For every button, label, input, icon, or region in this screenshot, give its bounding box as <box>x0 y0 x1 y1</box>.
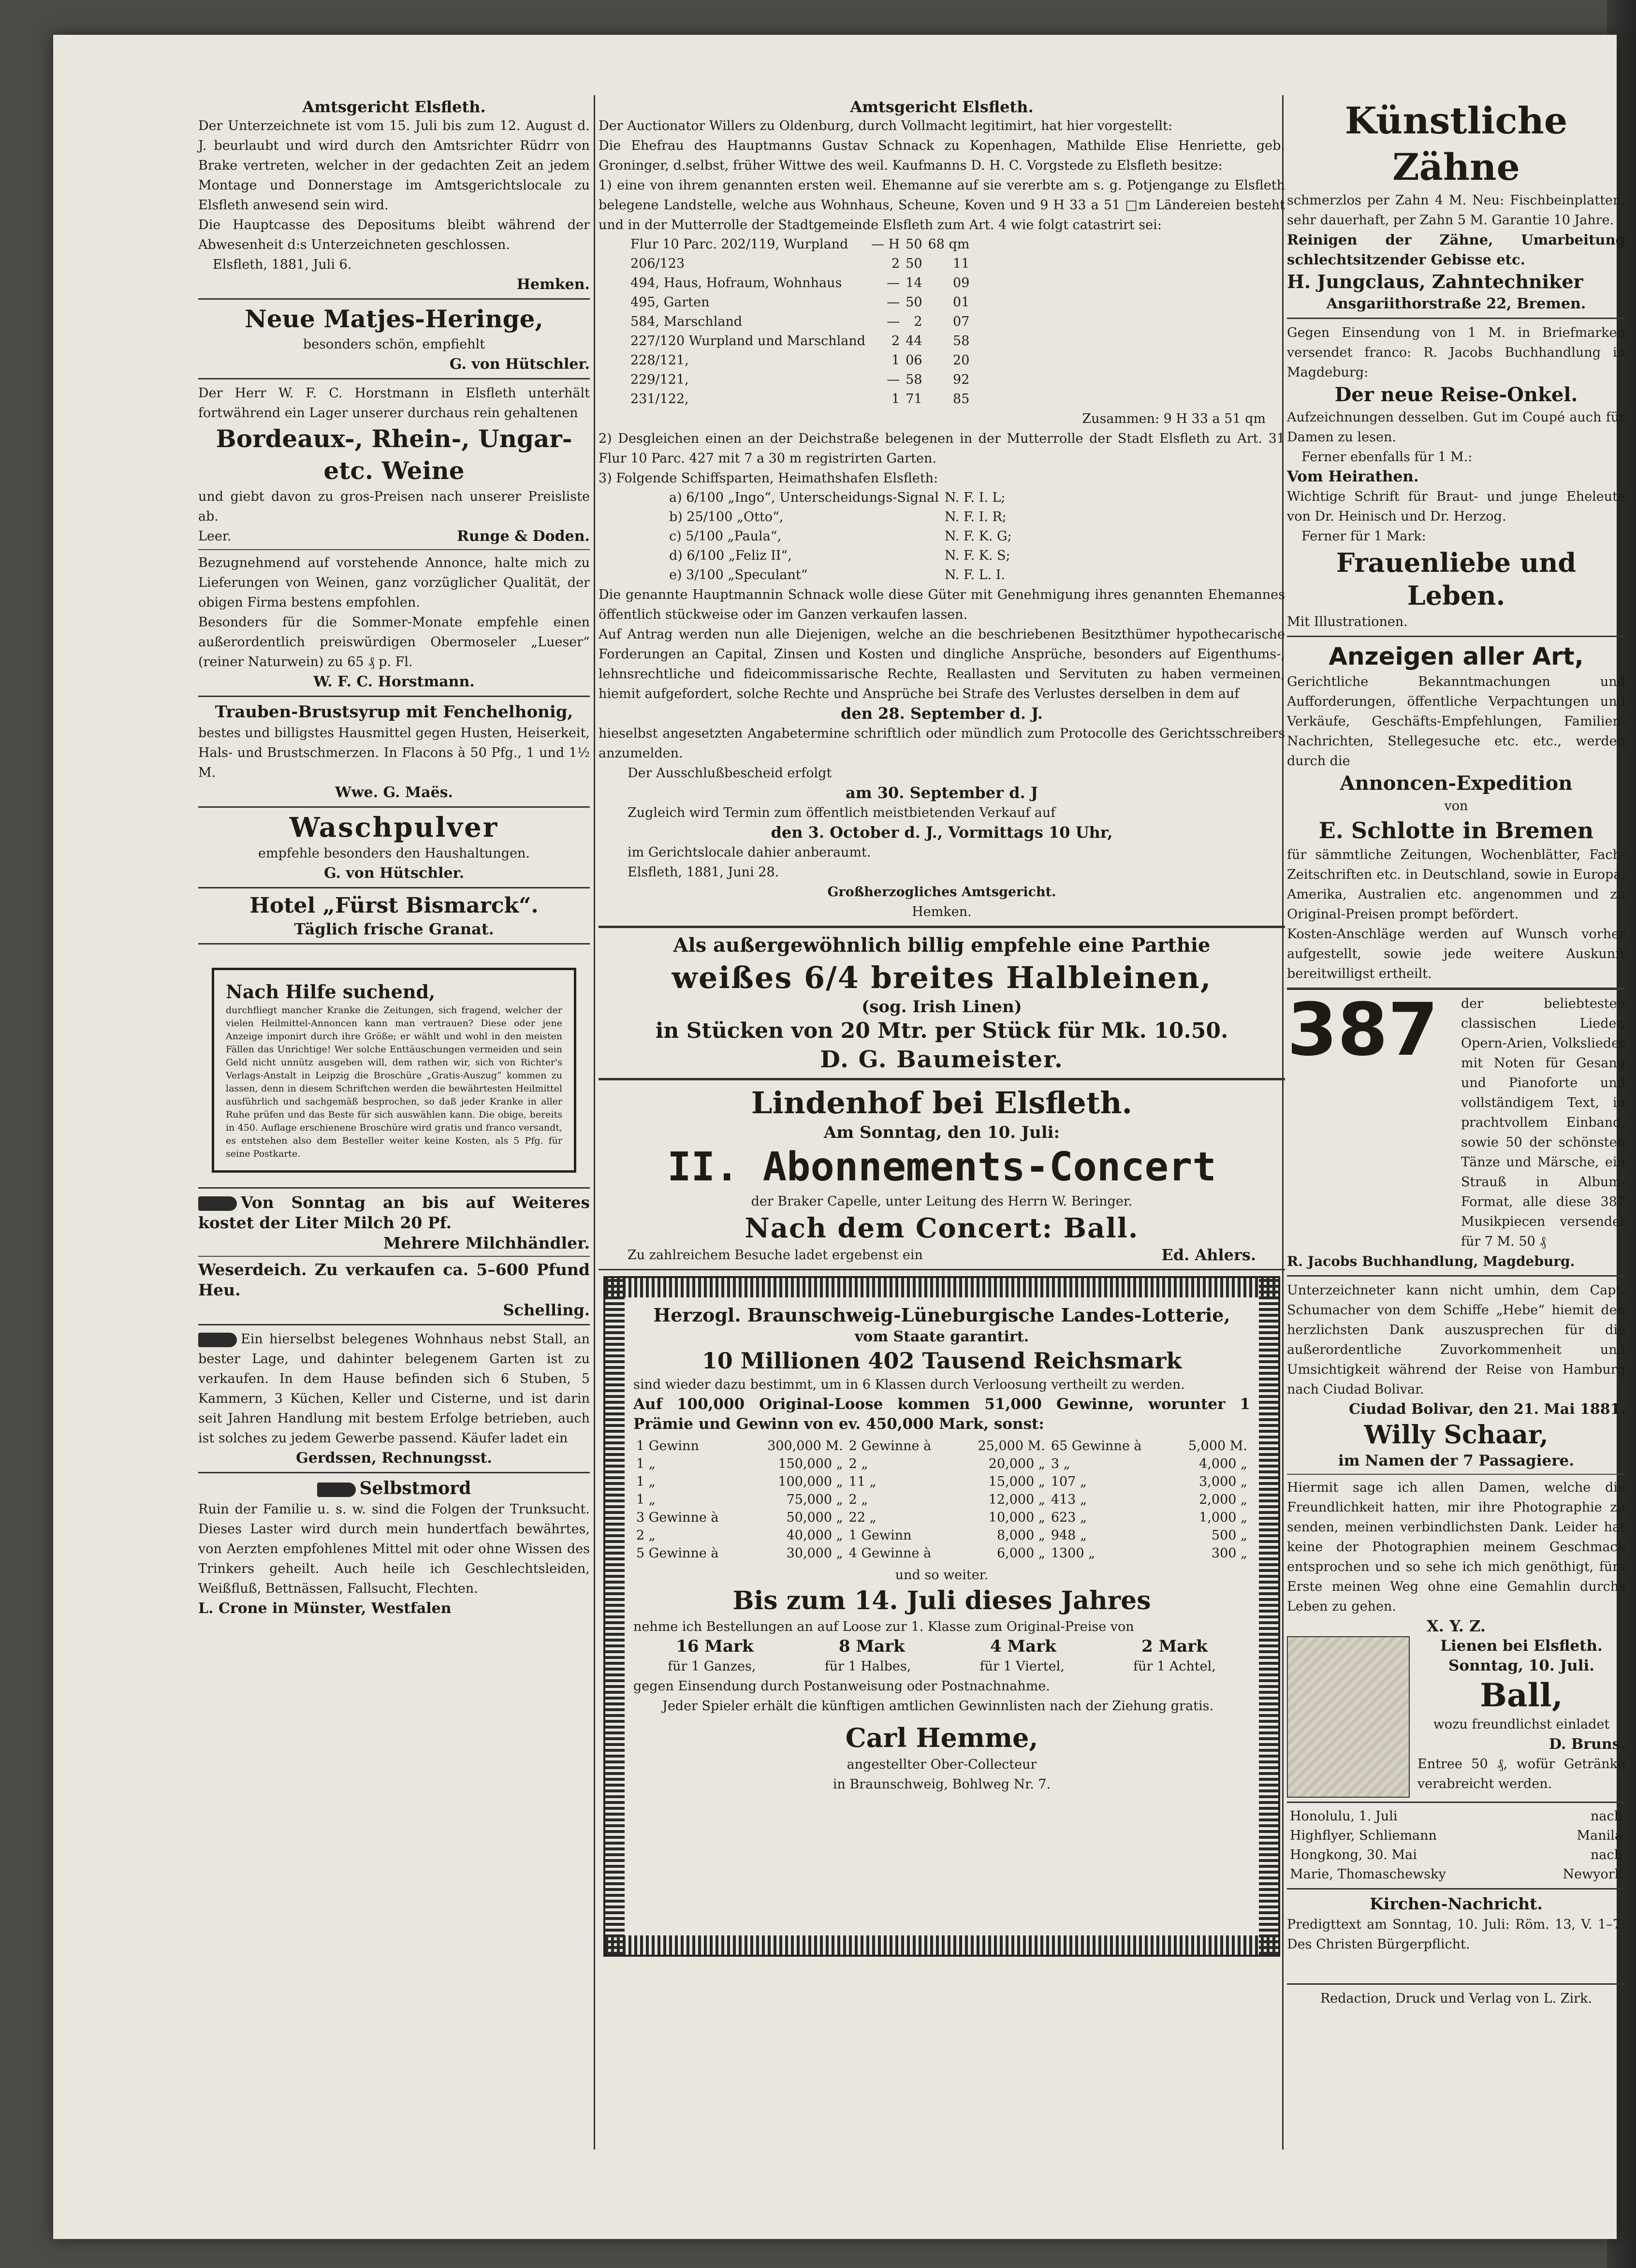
divider <box>198 1324 590 1325</box>
divider <box>1287 1474 1625 1475</box>
parcel-row-cell: 229/121, <box>630 372 689 387</box>
ship-share-row-cell: N. F. K. S; <box>944 548 1010 563</box>
hilfe-text: durchfliegt mancher Kranke die Zeitungen, sich fragend, welcher der vielen Heilmittel-Annoncen kann man vertrauen? Diese oder jene Anzeige imponirt durch ihre Größe; er wählt und wohl in den meisten Fällen das Unrichtige! Wer solche Enttäuschungen vermeiden und sein Geld nicht unnütz ausgeben will, dem rathen wir, sich von Richter's Verlags-Anstalt in Leipzig die Broschüre „Gratis-Auszug“ kommen zu lassen, denn in diesem Schriftchen werden die bewährtesten Heilmittel ausführlich und sachgemäß besprochen, so daß jeder Kranke in aller Ruhe prüfen und das Beste für sich auswählen kann. Die obige, bereits in 450. Auflage erschienene Broschüre wird gratis und franco versandt, es entstehen also dem Besteller weiter keine Kosten, als 5 Pfg. für seine Postkarte. <box>226 1005 562 1159</box>
amt-text2: Die Hauptcasse des Depositums bleibt während der Abwesenheit d:s Unterzeichneten geschlossen. <box>198 218 590 252</box>
amt2-p8: Der Ausschlußbescheid erfolgt <box>628 766 832 781</box>
parcel-row-cell: 92 <box>953 372 970 387</box>
anz-firm: E. Schlotte in Bremen <box>1318 817 1594 843</box>
ornament-border-left <box>605 1278 625 1955</box>
book-text: Gegen Einsendung von 1 M. in Briefmarken versendet franco: R. Jacobs Buchhandlung in Magdeburg: <box>1287 325 1625 380</box>
matjes-sign: G. von Hütschler. <box>449 356 590 373</box>
lot-p2: Auf 100,000 Original-Loose kommen 51,000 Gewinne, worunter 1 Prämie und Gewinn von ev. 450,000 Mark, sonst: <box>633 1396 1250 1433</box>
parcel-row-cell: 584, Marschland <box>630 314 743 329</box>
shipping-row-cell: nach <box>1591 1809 1622 1824</box>
amt2-p2: 1) eine von ihrem genannten ersten weil. Ehemanne auf sie vererbte am s. g. Potjengange zu Elsfleth belegene Landstelle, welche aus Wohnhaus, Scheune, Koven und 9 H 33 a 51 □m Ländereien besteht und in der Mutterrolle der Stadtgemeinde Elsfleth zum Art. 4 wie folgt catastrirt sei: <box>599 178 1285 233</box>
selbst-title <box>198 1477 590 1499</box>
divider <box>198 1256 590 1257</box>
lottery-row <box>633 1455 1250 1473</box>
milch-sign: Mehrere Milchhändler. <box>383 1234 590 1252</box>
parcel-row-cell: 09 <box>953 276 970 291</box>
parcel-row-cell: — <box>887 314 900 329</box>
dancing-couple-illustration-icon <box>1287 1636 1410 1798</box>
lottery-row-cell: 623 „ <box>1051 1510 1087 1525</box>
parcel-row-cell: — <box>887 276 900 291</box>
ship-share-row <box>666 546 1015 566</box>
haus-sign: Gerdssen, Rechnungsst. <box>296 1450 492 1467</box>
book-text3: Ferner ebenfalls für 1 M.: <box>1301 450 1473 465</box>
linen-line2: weißes 6/4 breites Halbleinen, <box>672 960 1212 995</box>
hilfe-ad <box>212 968 576 1173</box>
haus-text <box>198 1329 590 1448</box>
book-text5: Ferner für 1 Mark: <box>1301 529 1426 544</box>
lottery-row-cell: 3,000 „ <box>1199 1474 1247 1489</box>
lottery-ad <box>603 1276 1280 1957</box>
column-right <box>1287 98 1625 2008</box>
pointing-hand-icon <box>198 1333 237 1347</box>
parcel-row-cell: 495, Garten <box>630 295 710 310</box>
parcel-row-cell: 14 <box>906 276 922 291</box>
ship-share-row-cell: N. F. I. L; <box>944 490 1006 505</box>
amt2-sign: Hemken. <box>912 904 972 919</box>
parcel-row-cell: 50 <box>906 295 922 310</box>
music-sign: R. Jacobs Buchhandlung, Magdeburg. <box>1287 1253 1575 1269</box>
newspaper-page <box>53 35 1625 2239</box>
lottery-row-cell: 8,000 „ <box>996 1528 1045 1543</box>
parcel-row-cell: 228/121, <box>630 353 689 368</box>
imprint: Redaction, Druck und Verlag von L. Zirk. <box>1320 1991 1592 2006</box>
selbst-sign: L. Crone in Münster, Westfalen <box>198 1600 452 1617</box>
divider <box>198 1187 590 1189</box>
teeth-title: Künstliche Zähne <box>1344 99 1568 189</box>
anz-von: von <box>1444 799 1468 814</box>
parcel-row-cell: 231/122, <box>630 392 689 407</box>
ball-text-block <box>1417 1636 1625 1798</box>
anz-title: Anzeigen aller Art, <box>1329 642 1584 670</box>
heu-sign: Schelling. <box>503 1301 590 1319</box>
lottery-row-cell: 1 „ <box>636 1456 656 1471</box>
amt-title: Amtsgericht Elsfleth. <box>302 98 486 116</box>
column-left <box>198 98 590 1618</box>
shipping-row-cell: nach <box>1591 1847 1622 1862</box>
lot-sign3: in Braunschweig, Bohlweg Nr. 7. <box>833 1777 1051 1792</box>
lottery-row-cell: 150,000 „ <box>778 1456 843 1471</box>
book-title2: Vom Heirathen. <box>1287 468 1419 485</box>
ref-text: Bezugnehmend auf vorstehende Annonce, halte mich zu Lieferungen von Weinen, ganz vorzüglicher Qualität, der obigen Firma bestens empfohlen. <box>198 555 590 610</box>
parcel-row <box>628 312 972 332</box>
divider <box>1287 318 1625 319</box>
kirche-text: Predigttext am Sonntag, 10. Juli: Röm. 13, V. 1–7: Des Christen Bürgerpflicht. <box>1287 1917 1625 1952</box>
lot-price-1: 16 Mark <box>676 1637 754 1656</box>
lottery-row-cell: 75,000 „ <box>786 1492 843 1507</box>
amt2-p9: Zugleich wird Termin zum öffentlich meistbietenden Verkauf auf <box>628 805 1056 820</box>
ship-share-row-cell: N. F. K. G; <box>944 529 1012 544</box>
amt2-p4: 3) Folgende Schiffsparten, Heimathshafen Elsfleth: <box>599 471 938 486</box>
ship-share-row-cell: b) 25/100 „Otto“, <box>669 509 784 524</box>
linen-line4: in Stücken von 20 Mtr. per Stück für Mk. 10.50. <box>655 1018 1228 1043</box>
divider <box>599 926 1285 928</box>
lottery-row-cell: 1,000 „ <box>1199 1510 1247 1525</box>
lottery-row-cell: 300 „ <box>1211 1546 1247 1561</box>
wine-title: Bordeaux-, Rhein-, Ungar- etc. Weine <box>216 424 572 485</box>
divider <box>198 298 590 300</box>
amt2-court: Großherzogliches Amtsgericht. <box>827 885 1056 900</box>
lottery-content <box>633 1303 1250 1794</box>
amt-date: Elsfleth, 1881, Juli 6. <box>213 257 352 272</box>
lottery-row <box>633 1491 1250 1509</box>
parcel-row <box>628 235 972 254</box>
book-text2: Aufzeichnungen desselben. Gut im Coupé auch für Damen zu lesen. <box>1287 410 1625 445</box>
lot-sign2: angestellter Ober-Collecteur <box>847 1757 1037 1772</box>
lottery-table <box>633 1437 1250 1562</box>
parcel-row-cell: 2 <box>891 256 900 271</box>
lottery-row-cell: 2 „ <box>848 1456 868 1471</box>
lot-further: und so weiter. <box>895 1568 989 1583</box>
ship-share-row <box>666 527 1015 546</box>
anz-text: Gerichtliche Bekanntmachungen und Aufforderungen, öffentliche Verpachtungen und Verkäufe, Geschäfts-Empfehlungen, Familien-Nachrichten, Stellegesuche etc. etc., werden durch die <box>1287 674 1625 769</box>
lottery-row-cell: 300,000 M. <box>767 1439 843 1454</box>
parcel-row-cell: 58 <box>906 372 922 387</box>
music-text: der beliebtesten classischen Lieder, Opern-Arien, Volkslieder mit Noten für Gesang und Pianoforte und vollständigem Text, in prachtvollem Einband, sowie 50 der schönsten Tänze und Märsche, ein Strauß in Album-Format, alle diese 387 Musikpiecen versendet für 7 M. 50 ₰ <box>1461 996 1625 1249</box>
divider <box>198 378 590 379</box>
selbst-title-value: Selbstmord <box>359 1478 471 1498</box>
concert-invite-row <box>599 1245 1285 1265</box>
divider <box>599 1078 1285 1080</box>
lottery-row-cell: 1 Gewinn <box>636 1439 699 1454</box>
teeth-addr: Ansgariithorstraße 22, Bremen. <box>1326 295 1586 312</box>
xyz-text: Hiermit sage ich allen Damen, welche die Freundlichkeit hatten, mir ihre Photographie zu senden, meinen verbindlichsten Dank. Leider hat keine der Photographien meinem Geschmack entsprochen und so sehe ich mich genöthigt, fürs Erste meinen Weg ohne eine Gemahlin durchs Leben zu gehen. <box>1287 1480 1625 1614</box>
selbst-text: Ruin der Familie u. s. w. sind die Folgen der Trunksucht. Dieses Laster wird durch mein hundertfach bewährtes, von Aerzten empfohlenes Mittel mit oder ohne Wissen des Trinkers geheilt. Auch heile ich Geschlechtsleiden, Weißfluß, Bettnässen, Fallsucht, Flechten. <box>198 1502 590 1596</box>
lottery-row-cell: 4 Gewinne à <box>848 1546 932 1561</box>
anz-text2: für sämmtliche Zeitungen, Wochenblätter, Fach-Zeitschriften etc. in Deutschland, sowie in Europa, Amerika, Australien etc. angenommen und zu Original-Preisen prompt befördert. <box>1287 847 1625 922</box>
column-middle <box>599 98 1285 1957</box>
divider <box>1287 1802 1625 1803</box>
ball-title: Ball, <box>1480 1676 1563 1714</box>
parcel-row-cell: 1 <box>891 392 900 407</box>
parcel-row-cell: 06 <box>906 353 922 368</box>
trauben-sign: Wwe. G. Maës. <box>335 784 453 801</box>
lot-price-3: 4 Mark <box>990 1637 1056 1656</box>
thanks-text: Unterzeichneter kann nicht umhin, dem Capt. Schumacher von dem Schiffe „Hebe“ hiemit den herzlichsten Dank auszusprechen für die außerordentliche Zuvorkommenheit und Umsichtigkeit während der Reise von Hamburg nach Ciudad Bolivar. <box>1287 1283 1625 1397</box>
amt-sign: Hemken. <box>516 276 590 293</box>
ref-text2: Besonders für die Sommer-Monate empfehle einen außerordentlich preiswürdigen Obermoseler „Lueser“ (reiner Naturwein) zu 65 ₰ p. Fl. <box>198 615 590 669</box>
lot-part-3: für 1 Viertel, <box>979 1659 1065 1674</box>
ship-share-row <box>666 508 1015 527</box>
lot-p4: gegen Einsendung durch Postanweisung oder Postnachnahme. <box>633 1679 1050 1694</box>
ornament-border-right <box>1259 1278 1278 1955</box>
divider <box>1287 1888 1625 1890</box>
parcel-row-cell: 2 <box>891 334 900 349</box>
lottery-row-cell: 22 „ <box>848 1510 876 1525</box>
concert-sign: Ed. Ahlers. <box>1161 1246 1256 1264</box>
amt2-date: Elsfleth, 1881, Juni 28. <box>628 865 779 880</box>
divider <box>1287 636 1625 637</box>
shipping-row-cell: Highflyer, Schliemann <box>1290 1828 1437 1843</box>
milch-text-value: Von Sonntag an bis auf Weiteres kostet der Liter Milch 20 Pf. <box>198 1193 590 1232</box>
lottery-row-cell: 65 Gewinne à <box>1051 1439 1142 1454</box>
ship-share-row-cell: a) 6/100 „Ingo“, Unterscheidungs-Signal <box>669 490 939 505</box>
lottery-row-cell: 4,000 „ <box>1199 1456 1247 1471</box>
milch-text <box>198 1192 590 1233</box>
lot-price-4: 2 Mark <box>1141 1637 1208 1656</box>
divider <box>198 549 590 550</box>
pointing-hand-icon <box>317 1483 356 1497</box>
lottery-row-cell: 2 Gewinne à <box>848 1439 932 1454</box>
parcel-row-cell: 07 <box>953 314 970 329</box>
thanks-place: Ciudad Bolivar, den 21. Mai 1881. <box>1349 1401 1625 1418</box>
amt2-date1: den 28. September d. J. <box>841 704 1043 723</box>
kirche-title: Kirchen-Nachricht. <box>1370 1894 1543 1913</box>
parcel-row <box>628 254 972 274</box>
amt2-intro: Der Auctionator Willers zu Oldenburg, durch Vollmacht legitimirt, hat hier vorgestellt: <box>599 118 1173 133</box>
ornament-border-bottom <box>605 1935 1278 1955</box>
parcel-row <box>628 332 972 351</box>
lot-p3: nehme ich Bestellungen an auf Loose zur 1. Klasse zum Original-Preise von <box>633 1619 1134 1634</box>
lottery-row-cell: 107 „ <box>1051 1474 1087 1489</box>
lot-until: Bis zum 14. Juli dieses Jahres <box>732 1586 1151 1615</box>
parcel-table <box>628 235 972 409</box>
thanks-sign: Willy Schaar, <box>1364 1420 1548 1450</box>
shipping-row <box>1287 1865 1625 1884</box>
concert-title: Lindenhof bei Elsfleth. <box>751 1085 1133 1120</box>
concert-date: Am Sonntag, den 10. Juli: <box>823 1123 1060 1142</box>
anz-text3: Kosten-Anschläge werden auf Wunsch vorher aufgestellt, sowie jede weitere Auskunft bereitwilligst ertheilt. <box>1287 927 1625 981</box>
lottery-row-cell: 1 „ <box>636 1474 656 1489</box>
shipping-row-cell: Honolulu, 1. Juli <box>1290 1809 1398 1824</box>
ball-date: Sonntag, 10. Juli. <box>1448 1657 1595 1674</box>
amt2-title: Amtsgericht Elsfleth. <box>850 98 1034 116</box>
parcel-row <box>628 293 972 312</box>
hilfe-title: Nach Hilfe suchend, <box>226 981 436 1003</box>
divider <box>198 696 590 697</box>
lot-total: 10 Millionen 402 Tausend Reichsmark <box>701 1348 1182 1374</box>
divider <box>198 1472 590 1473</box>
lot-price-2: 8 Mark <box>838 1637 905 1656</box>
pointing-hand-icon <box>198 1196 237 1211</box>
teeth-text: schmerzlos per Zahn 4 M. Neu: Fischbeinplatten, sehr dauerhaft, per Zahn 5 M. Garantie 10 Jahre. <box>1287 193 1625 228</box>
teeth-text2: Reinigen der Zähne, Umarbeitung schlechtsitzender Gebisse etc. <box>1287 232 1625 268</box>
shipping-row <box>1287 1807 1625 1826</box>
ball-sign: D. Bruns. <box>1549 1736 1625 1753</box>
parcel-row-cell: 71 <box>906 392 922 407</box>
parcel-row <box>628 274 972 293</box>
amt2-p1: Die Ehefrau des Hauptmanns Gustav Schnack zu Kopenhagen, Mathilde Elise Henriette, geb. Groninger, d.selbst, früher Wittwe des weil. Kaufmanns D. H. C. Vorgstede zu Elsfleth besitze: <box>599 138 1285 173</box>
amt2-date3: den 3. October d. J., Vormittags 10 Uhr, <box>771 823 1113 842</box>
lot-p5: Jeder Spieler erhält die künftigen amtlichen Gewinnlisten nach der Ziehung gratis. <box>662 1699 1214 1714</box>
ball-ad <box>1287 1636 1625 1798</box>
lottery-row-cell: 40,000 „ <box>786 1528 843 1543</box>
parcel-row-cell: 68 qm <box>928 237 970 252</box>
wine-text: und giebt davon zu gros-Preisen nach unserer Preisliste ab. <box>198 489 590 524</box>
amt2-p3: 2) Desgleichen einen an der Deichstraße belegenen in der Mutterrolle der Stadt Elsfleth zu Art. 31 Flur 10 Parc. 427 mit 7 a 30 m registrirten Garten. <box>599 431 1285 466</box>
linen-line1: Als außergewöhnlich billig empfehle eine Parthie <box>673 934 1211 957</box>
trauben-title: Trauben-Brustsyrup mit Fenchelhonig, <box>215 702 573 722</box>
shipping-row-cell: Manila <box>1577 1828 1622 1843</box>
ship-share-row <box>666 566 1015 585</box>
lottery-row <box>633 1544 1250 1562</box>
lottery-row-cell: 1300 „ <box>1051 1546 1096 1561</box>
wine-sign: Runge & Doden. <box>457 528 590 545</box>
lot-part-1: für 1 Ganzes, <box>668 1659 756 1674</box>
lottery-row-cell: 3 Gewinne à <box>636 1510 719 1525</box>
ships-table <box>666 488 1015 585</box>
matjes-text: besonders schön, empfiehlt <box>303 337 485 352</box>
lottery-row <box>633 1473 1250 1491</box>
hotel-text: Täglich frische Granat. <box>294 920 494 938</box>
lottery-row-cell: 2 „ <box>848 1492 868 1507</box>
amt2-p10: im Gerichtslocale dahier anberaumt. <box>628 845 871 860</box>
lottery-row-cell: 20,000 „ <box>988 1456 1045 1471</box>
divider <box>198 806 590 808</box>
book-title: Der neue Reise-Onkel. <box>1334 383 1578 406</box>
lot-parts-row <box>633 1657 1250 1676</box>
parcel-row-cell: 85 <box>953 392 970 407</box>
lot-prices-row <box>633 1637 1250 1657</box>
divider <box>599 1269 1285 1270</box>
hotel-title: Hotel „Fürst Bismarck“. <box>249 893 539 918</box>
ship-share-row-cell: N. F. L. I. <box>944 567 1005 582</box>
lottery-row-cell: 25,000 M. <box>978 1439 1045 1454</box>
lot-sub: vom Staate garantirt. <box>854 1328 1029 1345</box>
shipping-row <box>1287 1826 1625 1846</box>
shipping-row <box>1287 1846 1625 1865</box>
parcel-row-cell: 1 <box>891 353 900 368</box>
parcel-row-cell: — H <box>871 237 900 252</box>
concert-main: II. Abonnements-Concert <box>667 1144 1216 1190</box>
lottery-row-cell: 5,000 M. <box>1188 1439 1247 1454</box>
shipping-row-cell: Hongkong, 30. Mai <box>1290 1847 1417 1862</box>
divider <box>1287 1983 1625 1985</box>
parcel-row-cell: — <box>887 372 900 387</box>
lottery-row <box>633 1437 1250 1455</box>
parcel-row-cell: 494, Haus, Hofraum, Wohnhaus <box>630 276 842 291</box>
parcel-row-cell: — <box>887 295 900 310</box>
parcel-row-cell: 01 <box>953 295 970 310</box>
parcel-row-cell: 2 <box>914 314 922 329</box>
lottery-row-cell: 2,000 „ <box>1199 1492 1247 1507</box>
parcel-row-cell: 50 <box>906 256 922 271</box>
amt2-p5: Die genannte Hauptmannin Schnack wolle diese Güter mit Genehmigung ihres genannten Ehemannes öffentlich stückweise oder im Ganzen verkaufen lassen. <box>599 587 1285 622</box>
matjes-title: Neue Matjes-Heringe, <box>245 305 543 333</box>
lottery-row-cell: 12,000 „ <box>988 1492 1045 1507</box>
music-num: 387 <box>1287 988 1439 1072</box>
parcel-row-cell: 11 <box>953 256 970 271</box>
book-text4: Wichtige Schrift für Braut- und junge Eheleute von Dr. Heinisch und Dr. Herzog. <box>1287 489 1625 524</box>
amt2-p6: Auf Antrag werden nun alle Diejenigen, welche an die beschriebenen Besitzthümer hypothecarische Forderungen an Capital, Zinsen und Kosten und dingliche Ansprüche, besonders auf Eigenthums-, lehnsrechtliche und fideicommissarische Rechte, Reallasten und Servituten zu haben vermeinen, hiemit aufgefordert, solche Rechte und Ansprüche bei Strafe des Verlustes derselben in dem auf <box>599 627 1285 701</box>
ball-text: wozu freundlichst einladet <box>1433 1717 1610 1732</box>
book-text6: Mit Illustrationen. <box>1287 614 1408 629</box>
ship-share-row-cell: N. F. I. R; <box>944 509 1007 524</box>
concert-ball: Nach dem Concert: Ball. <box>745 1212 1139 1244</box>
lottery-row-cell: 15,000 „ <box>988 1474 1045 1489</box>
anz-exp: Annoncen-Expedition <box>1340 772 1573 795</box>
lot-p1: sind wieder dazu bestimmt, um in 6 Klassen durch Verloosung vertheilt zu werden. <box>633 1377 1185 1392</box>
trauben-text: bestes und billigstes Hausmittel gegen Husten, Heiserkeit, Hals- und Brustschmerzen. In Flacons à 50 Pfg., 1 und 1½ M. <box>198 726 590 780</box>
lot-sign: Carl Hemme, <box>845 1722 1038 1753</box>
lottery-row-cell: 3 „ <box>1051 1456 1070 1471</box>
thanks-sign2: im Namen der 7 Passagiere. <box>1338 1452 1575 1469</box>
parcel-row <box>628 351 972 370</box>
parcel-row-cell: 206/123 <box>630 256 685 271</box>
horst-text: Der Herr W. F. C. Horstmann in Elsfleth unterhält fortwährend ein Lager unserer durchaus rein gehaltenen <box>198 386 590 421</box>
ship-share-row-cell: e) 3/100 „Speculant“ <box>669 567 808 582</box>
lottery-row <box>633 1527 1250 1544</box>
linen-line3: (sog. Irish Linen) <box>862 997 1022 1017</box>
lottery-row-cell: 10,000 „ <box>988 1510 1045 1525</box>
lottery-row-cell: 500 „ <box>1211 1528 1247 1543</box>
divider <box>198 943 590 945</box>
parcel-row <box>628 370 972 390</box>
wine-sign-row <box>198 526 590 546</box>
lottery-row-cell: 100,000 „ <box>778 1474 843 1489</box>
lot-part-2: für 1 Halbes, <box>824 1659 911 1674</box>
ball-place: Lienen bei Elsfleth. <box>1440 1637 1603 1655</box>
ship-share-row-cell: c) 5/100 „Paula“, <box>669 529 782 544</box>
divider <box>198 887 590 888</box>
divider <box>1287 1275 1625 1277</box>
lottery-row-cell: 1 „ <box>636 1492 656 1507</box>
amt2-date2: am 30. September d. J <box>846 784 1038 802</box>
parcel-row-cell: 44 <box>906 334 922 349</box>
lottery-row-cell: 948 „ <box>1051 1528 1087 1543</box>
parcel-row-cell: 20 <box>953 353 970 368</box>
parcel-row-cell: 58 <box>953 334 970 349</box>
concert-band: der Braker Capelle, unter Leitung des Herrn W. Beringer. <box>751 1194 1133 1209</box>
lottery-row-cell: 6,000 „ <box>996 1546 1045 1561</box>
teeth-sign: H. Jungclaus, Zahntechniker <box>1287 271 1583 292</box>
concert-invite: Zu zahlreichem Besuche ladet ergebenst ein <box>628 1248 923 1263</box>
shipping-row-cell: Newyork <box>1563 1867 1622 1882</box>
linen-sign: D. G. Baumeister. <box>820 1046 1064 1073</box>
lottery-row-cell: 5 Gewinne à <box>636 1546 719 1561</box>
ball-text2: Entree 50 ₰, wofür Getränke verabreicht werden. <box>1417 1757 1625 1791</box>
ship-share-row <box>666 488 1015 508</box>
wasch-title: Waschpulver <box>289 812 499 843</box>
parcel-row <box>628 390 972 409</box>
book-title3: Frauenliebe und Leben. <box>1336 547 1577 611</box>
wine-place: Leer. <box>198 529 232 544</box>
lottery-row-cell: 30,000 „ <box>786 1546 843 1561</box>
heu-text: Weserdeich. Zu verkaufen ca. 5–600 Pfund Heu. <box>198 1260 590 1299</box>
lottery-row-cell: 11 „ <box>848 1474 876 1489</box>
parcel-row-cell: 50 <box>906 237 922 252</box>
shipping-row-cell: Marie, Thomaschewsky <box>1290 1867 1446 1882</box>
ornament-border-top <box>605 1278 1278 1297</box>
lottery-row-cell: 1 Gewinn <box>848 1528 912 1543</box>
lottery-row-cell: 2 „ <box>636 1528 656 1543</box>
column-rule-left <box>594 95 595 2150</box>
xyz-sign: X. Y. Z. <box>1426 1617 1486 1635</box>
shipping-table <box>1287 1807 1625 1884</box>
parcel-row-cell: 227/120 Wurpland und Marschland <box>630 334 866 349</box>
haus-text-value: Ein hierselbst belegenes Wohnhaus nebst Stall, an bester Lage, und dahinter belegenem Garten ist zu verkaufen. In dem Hause befinden sich 6 Stuben, 5 Kammern, 3 Küchen, Keller und Cisterne, und ist darin seit Jahren Handlung mit bestem Erfolge betrieben, auch ist solches zu jedem Gewerbe passend. Käufer ladet ein <box>198 1332 590 1446</box>
lottery-row-cell: 413 „ <box>1051 1492 1087 1507</box>
parcel-sum: Zusammen: 9 H 33 a 51 qm <box>1082 411 1266 426</box>
amt-text: Der Unterzeichnete ist vom 15. Juli bis zum 12. August d. J. beurlaubt und wird durch den Amtsrichter Rüdrr von Brake vertreten, welcher in der gedachten Zeit an jedem Montage und Donnerstage im Amtsgerichtslocale zu Elsfleth anwesend sein wird. <box>198 118 590 213</box>
lottery-row <box>633 1509 1250 1527</box>
lot-part-4: für 1 Achtel, <box>1133 1659 1216 1674</box>
lottery-row-cell: 50,000 „ <box>786 1510 843 1525</box>
lot-title: Herzogl. Braunschweig-Lüneburgische Landes-Lotterie, <box>653 1304 1230 1326</box>
ship-share-row-cell: d) 6/100 „Feliz II“, <box>669 548 792 563</box>
wasch-text: empfehle besonders den Haushaltungen. <box>258 846 530 861</box>
wasch-sign: G. von Hütschler. <box>323 865 465 882</box>
parcel-row-cell: Flur 10 Parc. 202/119, Wurpland <box>630 237 848 252</box>
ref-sign: W. F. C. Horstmann. <box>313 673 475 690</box>
amt2-p7: hieselbst angesetzten Angabetermine schriftlich oder mündlich zum Protocolle des Gerichtsschreibers anzumelden. <box>599 726 1285 761</box>
